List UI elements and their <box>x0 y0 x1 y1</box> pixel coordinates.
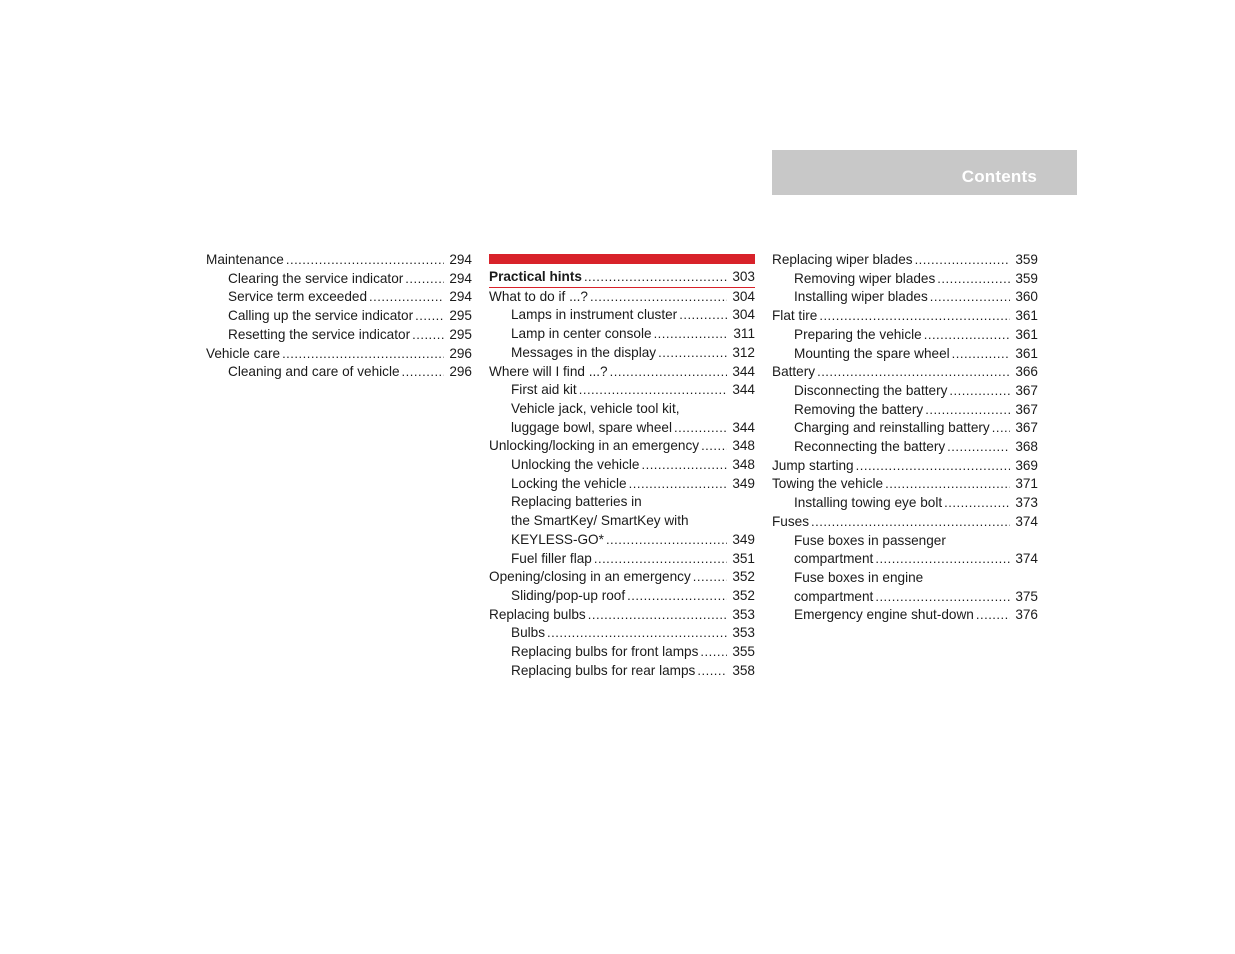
toc-column-3 <box>772 251 1038 625</box>
toc-entry-label: Vehicle jack, vehicle tool kit, <box>511 400 680 416</box>
toc-subentry[interactable] <box>206 326 472 345</box>
toc-leader-dots <box>594 550 727 569</box>
toc-page-number: 367 <box>1015 401 1038 417</box>
toc-page-number: 355 <box>732 644 755 660</box>
toc-subentry[interactable] <box>772 588 1038 607</box>
toc-leader-dots <box>402 363 444 382</box>
toc-entry-label: Sliding/pop-up roof <box>511 587 626 603</box>
toc-page-number: 294 <box>449 289 472 305</box>
toc-entry[interactable] <box>489 288 755 307</box>
toc-leader-dots <box>674 419 727 438</box>
toc-leader-dots <box>627 587 727 606</box>
toc-leader-dots <box>606 531 727 550</box>
contents-header-tab <box>772 150 1077 195</box>
toc-leader-dots <box>412 326 444 345</box>
toc-leader-dots <box>629 475 727 494</box>
toc-entry-label: Jump starting <box>772 457 854 473</box>
toc-page-number: 367 <box>1015 382 1038 398</box>
toc-subentry[interactable] <box>772 494 1038 513</box>
toc-subentry[interactable] <box>489 400 755 419</box>
toc-page-number: 353 <box>732 606 755 622</box>
toc-leader-dots <box>654 325 727 344</box>
toc-entry[interactable] <box>206 345 472 364</box>
toc-entry-label: Flat tire <box>772 308 818 324</box>
toc-leader-dots <box>875 550 1010 569</box>
toc-leader-dots <box>415 307 444 326</box>
toc-page-number: 294 <box>449 252 472 267</box>
toc-subentry[interactable] <box>772 606 1038 625</box>
toc-entry-label: Opening/closing in an emergency <box>489 569 691 585</box>
toc-page-number: 352 <box>732 569 755 585</box>
toc-entry-label: Service term exceeded <box>228 289 368 305</box>
toc-leader-dots <box>856 457 1010 476</box>
toc-page-number: 376 <box>1015 607 1038 623</box>
toc-entry-label: Preparing the vehicle <box>794 326 922 342</box>
toc-subentry[interactable] <box>772 288 1038 307</box>
toc-leader-dots <box>590 288 727 307</box>
toc-entry-label: Replacing bulbs <box>489 606 586 622</box>
toc-page-number: 294 <box>449 270 472 286</box>
toc-subentry[interactable] <box>772 419 1038 438</box>
toc-page-number: 375 <box>1015 588 1038 604</box>
toc-leader-dots <box>811 513 1010 532</box>
toc-leader-dots <box>819 307 1010 326</box>
toc-subentry[interactable] <box>772 550 1038 569</box>
toc-entry-label: Replacing bulbs for front lamps <box>511 644 699 660</box>
toc-entry-label: Where will I find ...? <box>489 363 608 379</box>
toc-page-number: 366 <box>1015 364 1038 380</box>
toc-leader-dots <box>658 344 727 363</box>
toc-page-number: 373 <box>1015 495 1038 511</box>
toc-entry-label: Clearing the service indicator <box>228 270 404 286</box>
toc-column-2 <box>489 254 755 680</box>
toc-page-number: 359 <box>1015 270 1038 286</box>
toc-leader-dots <box>693 568 727 587</box>
toc-page-number: 351 <box>732 550 755 566</box>
toc-page-number: 358 <box>732 662 755 678</box>
toc-subentry[interactable] <box>489 512 755 531</box>
toc-subentry[interactable] <box>489 419 755 438</box>
toc-leader-dots <box>369 288 444 307</box>
toc-entry-label: luggage bowl, spare wheel <box>511 419 672 435</box>
toc-entry-label: Lamps in instrument cluster <box>511 307 678 323</box>
toc-leader-dots <box>286 251 444 270</box>
toc-entry-label: Removing the battery <box>794 401 924 417</box>
toc-entry-label: Disconnecting the battery <box>794 382 948 398</box>
toc-entry-label: the SmartKey/ SmartKey with <box>511 513 689 529</box>
toc-page-number: 367 <box>1015 420 1038 436</box>
toc-entry[interactable] <box>772 513 1038 532</box>
toc-subentry[interactable] <box>489 381 755 400</box>
toc-entry[interactable] <box>772 307 1038 326</box>
toc-subentry[interactable] <box>772 569 1038 588</box>
toc-entry-label: Emergency engine shut-down <box>794 607 974 623</box>
toc-subentry[interactable] <box>206 307 472 326</box>
toc-leader-dots <box>584 268 727 287</box>
toc-entry-label: Charging and reinstalling battery <box>794 420 990 436</box>
toc-page-number: 348 <box>732 438 755 454</box>
toc-entry-label: Resetting the service indicator <box>228 326 411 342</box>
toc-subentry[interactable] <box>772 382 1038 401</box>
toc-page-number: 361 <box>1015 326 1038 342</box>
toc-leader-dots <box>700 643 727 662</box>
toc-entry-label: Replacing batteries in <box>511 494 642 510</box>
toc-leader-dots <box>697 662 727 681</box>
toc-page-number: 359 <box>1015 252 1038 267</box>
toc-entry-label: compartment <box>794 588 874 604</box>
toc-entry-label: KEYLESS-GO* <box>511 531 604 547</box>
toc-subentry[interactable] <box>772 270 1038 289</box>
toc-entry-label: First aid kit <box>511 382 577 398</box>
toc-subentry[interactable] <box>489 643 755 662</box>
toc-subentry[interactable] <box>206 363 472 382</box>
toc-entry-label: Towing the vehicle <box>772 476 884 492</box>
toc-page-number: 296 <box>449 345 472 361</box>
toc-entry-label: Lamp in center console <box>511 326 652 342</box>
toc-entry-label: Vehicle care <box>206 345 281 361</box>
toc-page-number: 303 <box>732 269 755 284</box>
toc-entry-label: Bulbs <box>511 625 546 641</box>
toc-entry-label: compartment <box>794 551 874 567</box>
toc-section-heading[interactable] <box>489 268 755 288</box>
toc-entry-label: Replacing wiper blades <box>772 252 913 267</box>
toc-entry-label: Installing towing eye bolt <box>794 495 943 511</box>
toc-page-number: 374 <box>1015 551 1038 567</box>
toc-subentry[interactable] <box>489 662 755 681</box>
toc-page-number: 296 <box>449 364 472 380</box>
toc-leader-dots <box>610 363 727 382</box>
toc-page-number: 349 <box>732 531 755 547</box>
toc-leader-dots <box>930 288 1010 307</box>
toc-page-number: 374 <box>1015 513 1038 529</box>
toc-page-number: 312 <box>732 344 755 360</box>
toc-page-number: 344 <box>732 419 755 435</box>
toc-subentry[interactable] <box>489 344 755 363</box>
toc-page-number: 368 <box>1015 439 1038 455</box>
toc-leader-dots <box>547 624 727 643</box>
toc-entry-label: Battery <box>772 364 816 380</box>
toc-page-number: 371 <box>1015 476 1038 492</box>
toc-leader-dots <box>915 251 1010 270</box>
toc-leader-dots <box>282 345 444 364</box>
toc-page-number: 295 <box>449 326 472 342</box>
toc-page-number: 361 <box>1015 308 1038 324</box>
toc-entry[interactable] <box>772 251 1038 270</box>
toc-leader-dots <box>701 437 727 456</box>
toc-subentry[interactable] <box>489 531 755 550</box>
toc-page-number: 295 <box>449 308 472 324</box>
toc-entry-label: Calling up the service indicator <box>228 308 414 324</box>
toc-page-number: 361 <box>1015 345 1038 361</box>
toc-subentry[interactable] <box>206 288 472 307</box>
toc-leader-dots <box>947 438 1010 457</box>
toc-leader-dots <box>679 306 727 325</box>
toc-leader-dots <box>944 494 1010 513</box>
toc-subentry[interactable] <box>772 532 1038 551</box>
toc-subentry[interactable] <box>489 306 755 325</box>
toc-subentry[interactable] <box>489 587 755 606</box>
toc-page-number: 344 <box>732 382 755 398</box>
toc-leader-dots <box>579 381 727 400</box>
toc-page-number: 369 <box>1015 457 1038 473</box>
toc-leader-dots <box>924 326 1010 345</box>
toc-page-number: 360 <box>1015 289 1038 305</box>
toc-entry-label: Practical hints <box>489 269 582 284</box>
toc-entry-label: What to do if ...? <box>489 288 588 304</box>
toc-leader-dots <box>875 588 1010 607</box>
toc-entry[interactable] <box>772 475 1038 494</box>
toc-entry-label: Reconnecting the battery <box>794 439 946 455</box>
toc-entry-label: Removing wiper blades <box>794 270 936 286</box>
toc-column-1 <box>206 251 472 382</box>
toc-subentry[interactable] <box>489 475 755 494</box>
toc-subentry[interactable] <box>772 326 1038 345</box>
toc-entry[interactable] <box>489 568 755 587</box>
toc-entry[interactable] <box>206 251 472 270</box>
toc-subentry[interactable] <box>206 270 472 289</box>
toc-leader-dots <box>949 382 1010 401</box>
toc-entry-label: Unlocking/locking in an emergency <box>489 438 700 454</box>
toc-entry-label: Locking the vehicle <box>511 475 627 491</box>
toc-leader-dots <box>992 419 1010 438</box>
toc-entry-label: Cleaning and care of vehicle <box>228 364 400 380</box>
toc-entry-label: Messages in the display <box>511 344 657 360</box>
toc-entry[interactable] <box>489 606 755 625</box>
toc-subentry[interactable] <box>772 438 1038 457</box>
toc-subentry[interactable] <box>489 550 755 569</box>
toc-entry-label: Maintenance <box>206 252 284 267</box>
toc-leader-dots <box>885 475 1010 494</box>
toc-subentry[interactable] <box>489 325 755 344</box>
page-title: Contents <box>961 167 1037 186</box>
toc-leader-dots <box>588 606 727 625</box>
toc-page-number: 349 <box>732 475 755 491</box>
section-marker-bar <box>489 254 755 264</box>
toc-page-number: 304 <box>732 307 755 323</box>
toc-leader-dots <box>925 401 1010 420</box>
toc-page-number: 352 <box>732 587 755 603</box>
toc-subentry[interactable] <box>489 493 755 512</box>
toc-entry-label: Fuse boxes in passenger <box>794 532 946 548</box>
toc-leader-dots <box>976 606 1010 625</box>
toc-entry[interactable] <box>489 363 755 382</box>
toc-entry-label: Installing wiper blades <box>794 289 928 305</box>
toc-entry[interactable] <box>772 363 1038 382</box>
toc-entry-label: Fuse boxes in engine <box>794 569 924 585</box>
toc-page-number: 348 <box>732 457 755 473</box>
toc-entry-label: Fuses <box>772 513 810 529</box>
toc-entry-label: Fuel filler flap <box>511 550 592 566</box>
toc-entry-label: Unlocking the vehicle <box>511 457 640 473</box>
toc-entry-label: Replacing bulbs for rear lamps <box>511 662 696 678</box>
toc-leader-dots <box>405 270 444 289</box>
toc-subentry[interactable] <box>489 624 755 643</box>
toc-page-number: 304 <box>732 288 755 304</box>
toc-subentry[interactable] <box>772 401 1038 420</box>
toc-page-number: 311 <box>733 326 755 342</box>
toc-subentry[interactable] <box>489 456 755 475</box>
toc-page-number: 344 <box>732 363 755 379</box>
toc-entry[interactable] <box>489 437 755 456</box>
toc-leader-dots <box>817 363 1010 382</box>
toc-leader-dots <box>641 456 727 475</box>
toc-leader-dots <box>952 345 1010 364</box>
toc-entry[interactable] <box>772 457 1038 476</box>
toc-page-number: 353 <box>732 625 755 641</box>
toc-entry-label: Mounting the spare wheel <box>794 345 950 361</box>
toc-subentry[interactable] <box>772 345 1038 364</box>
toc-leader-dots <box>937 270 1010 289</box>
